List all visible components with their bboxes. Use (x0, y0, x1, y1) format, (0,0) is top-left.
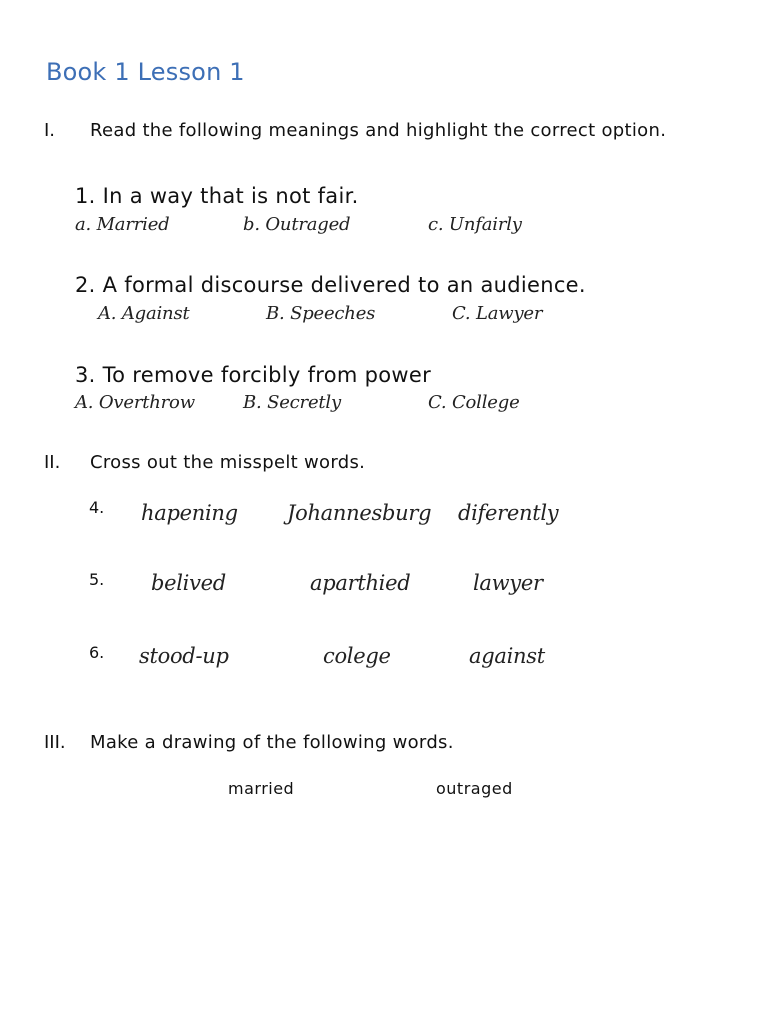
question-1-option-b: b. Outraged (243, 214, 351, 235)
row-6-word-3: against (469, 644, 545, 668)
section-2-instruction: Cross out the misspelt words. (90, 452, 366, 473)
question-2-option-a: A. Against (98, 303, 190, 324)
drawing-word-1: married (228, 779, 295, 798)
question-2-option-b: B. Speeches (266, 303, 376, 324)
page-title: Book 1 Lesson 1 (46, 58, 245, 86)
section-1-instruction: Read the following meanings and highlight the correct option. (90, 120, 667, 141)
row-4-number: 4. (89, 498, 105, 517)
question-2-option-c: C. Lawyer (452, 303, 543, 324)
row-6-word-2: colege (323, 644, 391, 668)
row-6-word-1: stood-up (139, 644, 229, 668)
row-4-word-3: diferently (458, 501, 559, 525)
section-3-instruction: Make a drawing of the following words. (90, 732, 454, 753)
row-4-word-1: hapening (141, 501, 238, 525)
question-1-option-c: c. Unfairly (428, 214, 522, 235)
drawing-word-2: outraged (436, 779, 513, 798)
question-3-option-c: C. College (428, 392, 520, 413)
row-5-word-1: belived (151, 571, 226, 595)
section-2-numeral: II. (44, 452, 61, 473)
question-2-text: 2. A formal discourse delivered to an audience. (75, 273, 586, 297)
question-1-option-a: a. Married (75, 214, 170, 235)
row-5-word-2: aparthied (310, 571, 411, 595)
question-3-text: 3. To remove forcibly from power (75, 363, 432, 387)
question-3-option-a: A. Overthrow (75, 392, 195, 413)
section-3-numeral: III. (44, 732, 66, 753)
row-4-word-2: Johannesburg (287, 501, 432, 525)
section-1-numeral: I. (44, 120, 56, 141)
question-3-option-b: B. Secretly (243, 392, 341, 413)
row-5-word-3: lawyer (473, 571, 543, 595)
row-5-number: 5. (89, 570, 105, 589)
question-1-text: 1. In a way that is not fair. (75, 184, 359, 208)
row-6-number: 6. (89, 643, 105, 662)
